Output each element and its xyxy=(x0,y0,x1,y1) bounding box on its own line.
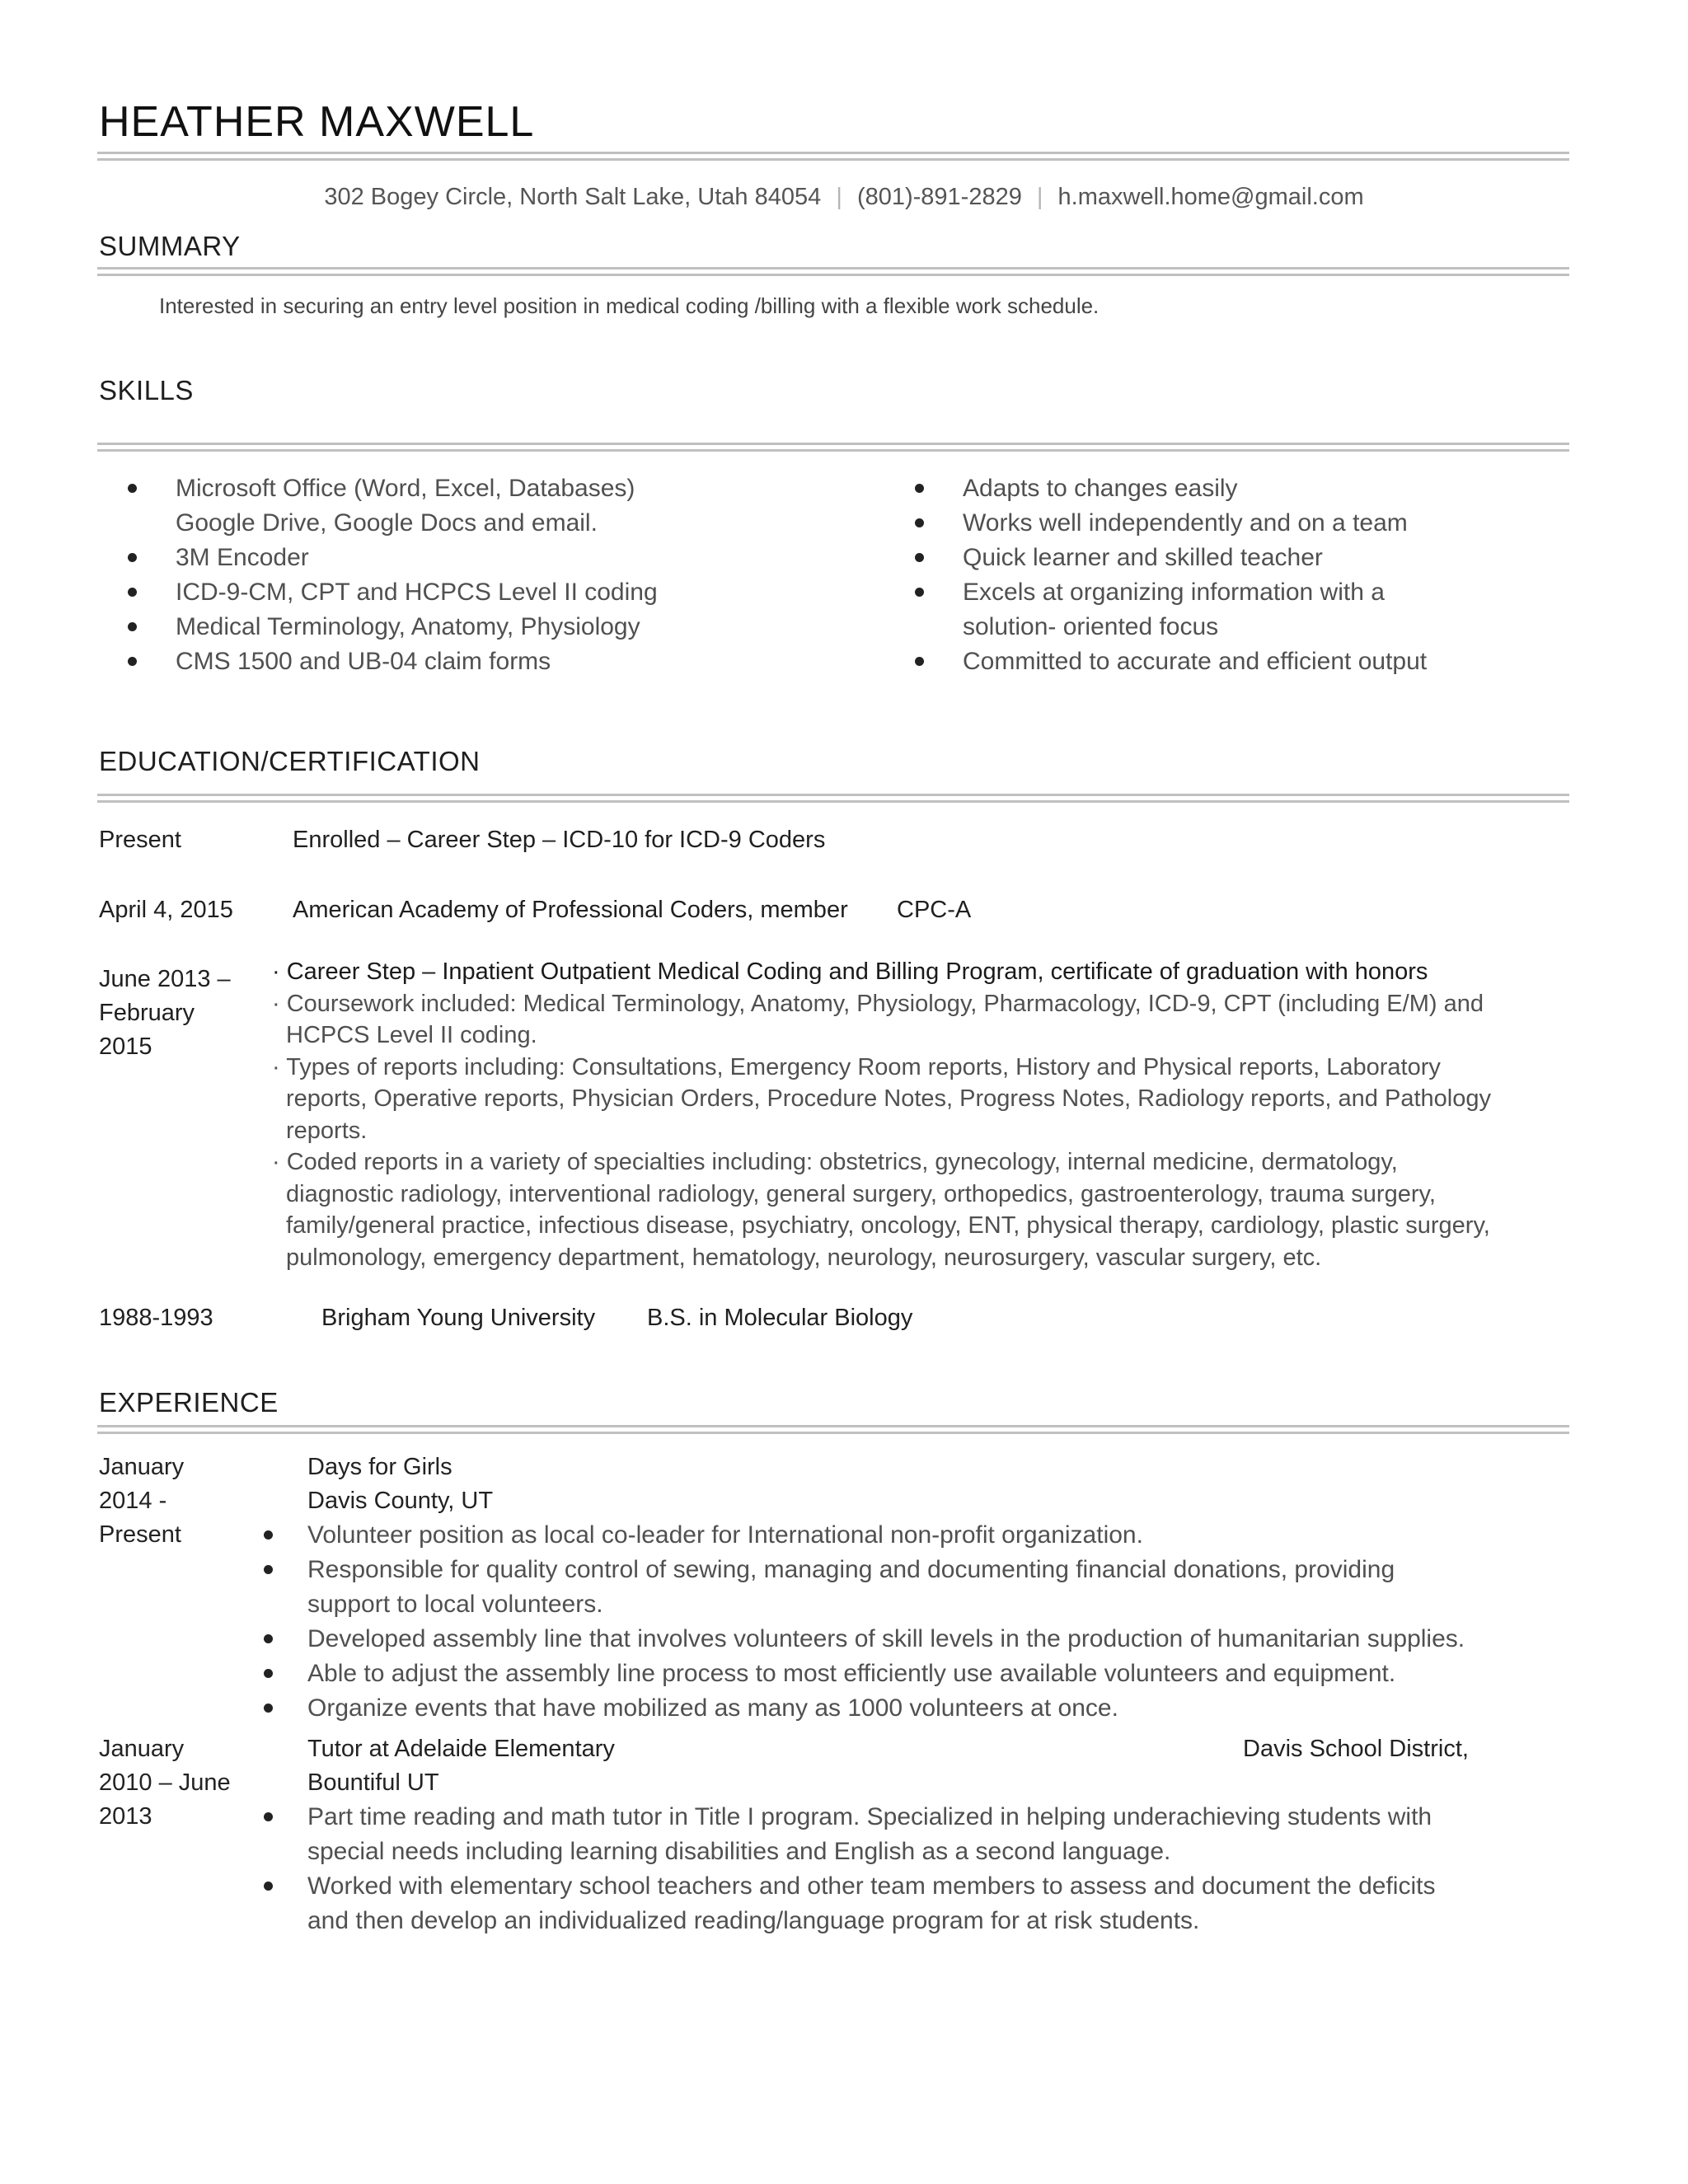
career-step-program-details xyxy=(272,956,1558,1273)
bullet-icon xyxy=(128,657,137,666)
contact-phone: (801)-891-2829 xyxy=(856,184,1022,210)
program-line: HCPCS Level II coding. xyxy=(286,1022,537,1048)
bullet-icon xyxy=(264,1812,273,1821)
education-school: Brigham Young University xyxy=(321,1305,596,1331)
bullet-icon xyxy=(915,657,924,666)
contact-email: h.maxwell.home@gmail.com xyxy=(1057,184,1364,210)
header-divider xyxy=(97,152,1569,160)
skill-item: CMS 1500 and UB-04 claim forms xyxy=(176,644,802,679)
skill-item: ICD-9-CM, CPT and HCPCS Level II coding xyxy=(176,575,802,610)
bullet-icon xyxy=(915,518,924,527)
program-line: reports, Operative reports, Physician Orders, Procedure Notes, Progress Notes, Radiology reports, and Pathology xyxy=(286,1085,1491,1112)
job-duty: Part time reading and math tutor in Title I program. Specialized in helping underachieving students with xyxy=(307,1800,1560,1835)
contact-separator: | xyxy=(1036,184,1043,210)
bullet-icon xyxy=(264,1882,273,1891)
program-line: · Types of reports including: Consultations, Emergency Room reports, History and Physical reports, Laboratory xyxy=(272,1053,1441,1080)
job-duties-list xyxy=(307,1518,1560,1726)
bullet-icon xyxy=(915,553,924,562)
contact-line xyxy=(0,184,1688,211)
experience-divider xyxy=(97,1425,1569,1433)
education-heading: EDUCATION/CERTIFICATION xyxy=(99,746,481,776)
summary-text: Interested in securing an entry level position in medical coding /billing with a flexible work schedule. xyxy=(159,293,1100,318)
summary-heading: SUMMARY xyxy=(99,231,241,261)
summary-divider xyxy=(97,267,1569,275)
candidate-name: HEATHER MAXWELL xyxy=(99,98,535,146)
bullet-icon xyxy=(915,484,924,493)
job-employer: Davis School District, xyxy=(1243,1736,1469,1762)
program-line: · Coursework included: Medical Terminology, Anatomy, Physiology, Pharmacology, ICD-9, CPT (including E/M) and xyxy=(272,990,1484,1017)
skill-item-continuation: solution- oriented focus xyxy=(963,613,1219,640)
job-duty-continuation: and then develop an individualized reading/language program for at risk students. xyxy=(307,1907,1200,1934)
job-location: Davis County, UT xyxy=(307,1488,494,1514)
job-duty-continuation: special needs including learning disabilities and English as a second language. xyxy=(307,1838,1171,1865)
job-duty: Developed assembly line that involves volunteers of skill levels in the production of humanitarian supplies. xyxy=(307,1622,1560,1657)
job-duty: Able to adjust the assembly line process to most efficiently use available volunteers and equipment. xyxy=(307,1657,1560,1691)
job-duty: Organize events that have mobilized as many as 1000 volunteers at once. xyxy=(307,1691,1560,1726)
bullet-icon xyxy=(264,1565,273,1574)
education-degree: B.S. in Molecular Biology xyxy=(647,1305,913,1331)
education-date: 1988-1993 xyxy=(99,1305,213,1331)
education-date: April 4, 2015 xyxy=(99,897,233,923)
job-date-range: January 2014 - Present xyxy=(99,1454,185,1548)
skills-list-left xyxy=(176,471,802,679)
skill-item: 3M Encoder xyxy=(176,541,802,575)
contact-separator: | xyxy=(836,184,842,210)
bullet-icon xyxy=(128,553,137,562)
job-duty: Worked with elementary school teachers and other team members to assess and document the deficits xyxy=(307,1869,1560,1904)
job-duty: Volunteer position as local co-leader for International non-profit organization. xyxy=(307,1518,1560,1553)
program-line: reports. xyxy=(286,1117,368,1144)
program-line: · Coded reports in a variety of specialties including: obstetrics, gynecology, internal medicine, dermatology, xyxy=(272,1149,1398,1175)
job-header xyxy=(307,1732,615,1800)
job-location: Bountiful UT xyxy=(307,1769,439,1796)
skill-item: Works well independently and on a team xyxy=(963,506,1490,541)
education-date: Present xyxy=(99,827,181,853)
skill-item: Quick learner and skilled teacher xyxy=(963,541,1490,575)
bullet-icon xyxy=(915,588,924,597)
job-title: Tutor at Adelaide Elementary xyxy=(307,1736,615,1762)
experience-heading: EXPERIENCE xyxy=(99,1387,279,1418)
job-duty: Responsible for quality control of sewing, managing and documenting financial donations, providing xyxy=(307,1553,1560,1587)
skill-item: Medical Terminology, Anatomy, Physiology xyxy=(176,610,802,644)
education-entry-text: American Academy of Professional Coders, member xyxy=(293,897,848,923)
bullet-icon xyxy=(128,484,137,493)
education-credential: CPC-A xyxy=(897,897,972,923)
bullet-icon xyxy=(264,1669,273,1678)
job-header xyxy=(307,1451,493,1518)
bullet-icon xyxy=(128,622,137,631)
bullet-icon xyxy=(128,588,137,597)
skills-divider xyxy=(97,443,1569,451)
program-line: family/general practice, infectious disease, psychiatry, oncology, ENT, physical therapy, cardiology, plastic surgery, xyxy=(286,1212,1490,1239)
bullet-icon xyxy=(264,1634,273,1643)
job-duties-list xyxy=(307,1800,1560,1938)
bullet-icon xyxy=(264,1704,273,1713)
education-entry-text: Enrolled – Career Step – ICD-10 for ICD-9 Coders xyxy=(293,827,826,853)
skill-item: Excels at organizing information with a xyxy=(963,575,1490,610)
job-organization: Days for Girls xyxy=(307,1454,452,1480)
skill-item-continuation: Google Drive, Google Docs and email. xyxy=(176,509,598,537)
education-date-range: June 2013 – February 2015 xyxy=(99,966,231,1060)
job-duty-continuation: support to local volunteers. xyxy=(307,1591,603,1618)
education-divider xyxy=(97,794,1569,802)
skills-heading: SKILLS xyxy=(99,375,194,405)
skills-list-right xyxy=(963,471,1490,679)
program-line: diagnostic radiology, interventional radiology, general surgery, orthopedics, gastroenterology, trauma surgery, xyxy=(286,1180,1436,1207)
program-line: · Career Step – Inpatient Outpatient Medical Coding and Billing Program, certificate of graduation with honors xyxy=(272,958,1428,985)
skill-item: Committed to accurate and efficient output xyxy=(963,644,1490,679)
program-line: pulmonology, emergency department, hematology, neurology, neurosurgery, vascular surgery, etc. xyxy=(286,1244,1322,1271)
skill-item: Adapts to changes easily xyxy=(963,471,1490,506)
job-date-range: January 2010 – June 2013 xyxy=(99,1736,231,1830)
bullet-icon xyxy=(264,1530,273,1540)
contact-address: 302 Bogey Circle, North Salt Lake, Utah 84054 xyxy=(324,184,822,210)
skill-item: Microsoft Office (Word, Excel, Databases) xyxy=(176,471,802,506)
